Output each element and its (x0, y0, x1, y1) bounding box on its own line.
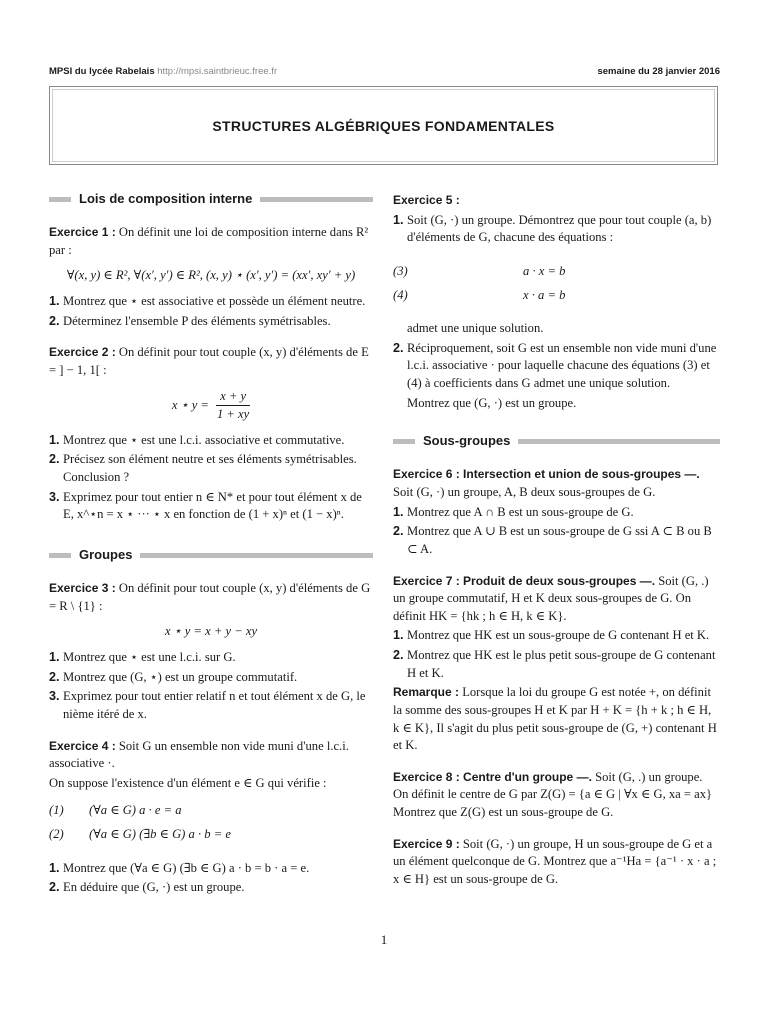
exercise-heading: Exercice 7 : Produit de deux sous-groupes —. (393, 573, 656, 588)
section-bar (393, 439, 415, 444)
question: 2. En déduire que (G, ·) est un groupe. (49, 880, 245, 895)
course-url[interactable]: http://mpsi.saintbrieuc.free.fr (157, 66, 278, 77)
course-name: MPSI du lycée Rabelais (49, 66, 155, 77)
question: 3. Exprimez pour tout entier relatif n et tout élément x de G, le nième itéré de x. (49, 689, 366, 721)
question: 1. Montrez que HK est un sous-groupe de G contenant H et K. (393, 628, 710, 643)
question: 1. Soit (G, ·) un groupe. Démontrez que pour tout couple (a, b) d'éléments de G, chacune des équations : (393, 212, 712, 245)
section-bar (518, 439, 720, 444)
section-title: Sous-groupes (423, 433, 511, 449)
section-bar (49, 197, 71, 202)
section-title: Groupes (79, 546, 133, 562)
page-number: 1 (380, 932, 388, 947)
exercise-heading: Exercice 6 : Intersection et union de sous-groupes —. (393, 467, 700, 482)
exercise-6 (393, 466, 720, 558)
fraction-equation: x ⋆ y = $\frac{x + y}{1 + xy}$ (49, 388, 373, 424)
section-heading-sous-groupes (393, 432, 720, 450)
exercise-heading: Exercice 8 : Centre d'un groupe —. (393, 769, 592, 784)
question: 3. Exprimez pour tout entier n ∈ N* et pour tout élément x de E, x^⋆n = x ⋆ ··· ⋆ x en fonction de (1 + x)ⁿ et (1 − x)ⁿ. (49, 489, 362, 522)
exercise-heading: Exercice 4 : (49, 738, 116, 753)
exercise-text: Soit (G, .) un groupe. On définit le centre de G par Z(G) = {a ∈ G | ∀x ∈ G, xa = ax} Montrez que Z(G) est un sous-groupe de G. (393, 769, 713, 820)
exercise-intro-2: On suppose l'existence d'un élément e ∈ G qui vérifie : (49, 775, 327, 790)
question: 1. Montrez que (∀a ∈ G) (∃b ∈ G) a · b = b · a = e. (49, 860, 310, 875)
section-bar (49, 553, 71, 558)
exercise-5 (393, 192, 720, 412)
exercise-intro: Soit (G, .) un groupe commutatif, H et K deux sous-groupes de G. On définit HK = {hk ; h ∈ H, k ∈ K}. (393, 573, 709, 623)
exercise-heading: Exercice 9 : (393, 836, 460, 851)
equation: x ⋆ y = x + y − xy (164, 624, 258, 639)
right-column (393, 190, 720, 903)
document-title-box (49, 86, 718, 165)
exercise-intro: On définit une loi de composition interne dans R² par : (49, 225, 369, 257)
exercise-text: admet une unique solution. (407, 321, 544, 336)
equation-system: (3) a · x = b (4) x · a = b (393, 263, 566, 302)
question: 1. Montrez que ⋆ est une l.c.i. associative et commutative. (49, 432, 345, 447)
question: 1. Montrez que A ∩ B est un sous-groupe de G. (393, 504, 634, 519)
exercise-intro: On définit pour tout couple (x, y) d'éléments de E = ] − 1, 1[ : (49, 345, 369, 377)
exercise-7 (393, 573, 720, 755)
question: 2. Montrez que (G, ⋆) est un groupe commutatif. (49, 669, 298, 684)
equation: ∀(x, y) ∈ R², ∀(x′, y′) ∈ R², (x, y) ⋆ (x′, y′) = (xx′, xy′ + y) (66, 268, 356, 283)
document-title: STRUCTURES ALGÉBRIQUES FONDAMENTALES (212, 117, 555, 134)
question: 2. Déterminez l'ensemble P des éléments symétrisables. (49, 313, 331, 328)
exercise-heading: Exercice 1 : (49, 225, 116, 240)
header-date: semaine du 28 janvier 2016 (597, 66, 720, 77)
exercise-heading: Exercice 3 : (49, 581, 116, 596)
exercise-9 (393, 836, 720, 889)
section-bar (260, 197, 373, 202)
exercise-intro: On définit pour tout couple (x, y) d'éléments de G = R \ {1} : (49, 581, 371, 613)
exercise-intro: Soit G un ensemble non vide muni d'une l.c.i. associative ·. (49, 738, 349, 771)
section-bar (140, 553, 373, 558)
question: 2. Montrez que A ∪ B est un sous-groupe de G ssi A ⊂ B ou B ⊂ A. (393, 524, 712, 556)
remark-text: Lorsque la loi du groupe G est notée +, on définit la somme des sous-groupes H et K par H + K = {h + k ; h ∈ H, k ∈ K}, Il s'agit du plus petit sous-groupe de (G, +) contenant H et K. (393, 685, 717, 753)
fraction: $\frac{x + y}{1 + xy}$ (216, 388, 250, 422)
exercise-2 (49, 344, 373, 524)
exercise-1 (49, 224, 373, 330)
left-column (49, 190, 373, 911)
remark-heading: Remarque : (393, 685, 460, 700)
exercise-text: Soit (G, ·) un groupe, H un sous-groupe de G et a un élément quelconque de G. Montrez que a⁻¹Ha = {a⁻¹ · x · a ; x ∈ H} est un sous-groupe de G. (393, 836, 717, 886)
exercise-4 (49, 738, 373, 897)
question: 1. Montrez que ⋆ est associative et possède un élément neutre. (49, 294, 366, 309)
section-title: Lois de composition interne (79, 191, 253, 206)
section-heading-lci (49, 190, 373, 208)
exercise-heading: Exercice 5 : (393, 193, 460, 207)
exercise-intro: Soit (G, ·) un groupe, A, B deux sous-groupes de G. (393, 485, 656, 500)
question: 2. Réciproquement, soit G est un ensemble non vide muni d'une l.c.i. associative · pour laquelle chacune des équations (3) et (4) à coefficients dans G admet une unique solution. (393, 340, 717, 390)
question: 2. Précisez son élément neutre et ses éléments symétrisables. Conclusion ? (49, 452, 357, 485)
exercise-3 (49, 580, 373, 723)
exercise-text: Montrez que (G, ·) est un groupe. (407, 395, 577, 410)
question: 1. Montrez que ⋆ est une l.c.i. sur G. (49, 650, 236, 664)
condition-system: (1) (∀a ∈ G) a · e = a (2) (∀a ∈ G) (∃b ∈ G) a · b = e (49, 803, 231, 841)
header-left (49, 66, 277, 77)
exercise-heading: Exercice 2 : (49, 345, 116, 360)
section-heading-groupes (49, 546, 373, 564)
question: 2. Montrez que HK est le plus petit sous-groupe de G contenant H et K. (393, 648, 716, 680)
exercise-8 (393, 769, 720, 822)
remark (393, 684, 720, 755)
